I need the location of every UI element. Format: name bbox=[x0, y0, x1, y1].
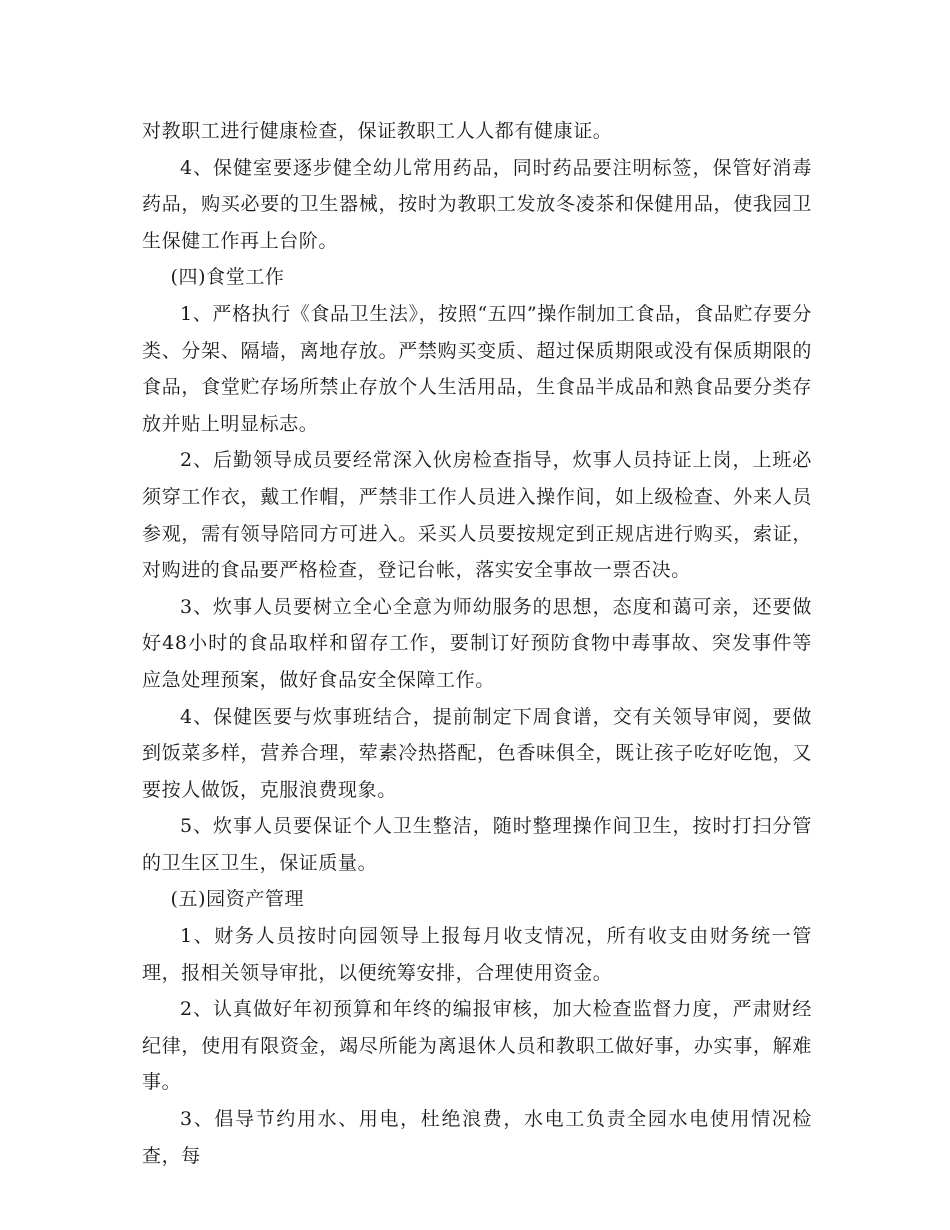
paragraph-canteen-item-4: 4、保健医要与炊事班结合，提前制定下周食谱，交有关领导审阅，要做到饭菜多样，营养合理，荤素冷热搭配，色香味俱全，既让孩子吃好吃饱，又要按人做饭，克服浪费现象。 bbox=[142, 705, 812, 801]
paragraph-canteen-item-2: 2、后勤领导成员要经常深入伙房检查指导，炊事人员持证上岗，上班必须穿工作衣，戴工作帽，严禁非工作人员进入操作间，如上级检查、外来人员参观，需有领导陪同方可进入。采买人员要按规定到正规店进行购买，索证，对购进的食品要严格检查，登记台帐，落实安全事故一票否决。 bbox=[142, 449, 812, 582]
paragraph-assets-item-3: 3、倡导节约用水、用电，杜绝浪费，水电工负责全园水电使用情况检查，每 bbox=[142, 1108, 812, 1167]
section-heading-assets: (五)园资产管理 bbox=[170, 888, 305, 911]
paragraph-canteen-item-5: 5、炊事人员要保证个人卫生整洁，随时整理操作间卫生，按时打扫分管的卫生区卫生，保证质量。 bbox=[142, 815, 812, 874]
paragraph-continuation: 对教职工进行健康检查，保证教职工人人都有健康证。 bbox=[142, 120, 613, 142]
paragraph-canteen-item-3: 3、炊事人员要树立全心全意为师幼服务的思想，态度和蔼可亲，还要做好48小时的食品取样和留存工作，要制订好预防食物中毒事故、突发事件等应急处理预案，做好食品安全保障工作。 bbox=[142, 595, 812, 691]
paragraph-canteen-item-1: 1、严格执行《食品卫生法》，按照“五四”操作制加工食品，食品贮存要分类、分架、隔墙，离地存放。严禁购买变质、超过保质期限或没有保质期限的食品，食堂贮存场所禁止存放个人生活用品，生食品半成品和熟食品要分类存放并贴上明显标志。 bbox=[142, 302, 812, 435]
paragraph-assets-item-1: 1、财务人员按时向园领导上报每月收支情况，所有收支由财务统一管理，报相关领导审批，以便统筹安排，合理使用资金。 bbox=[142, 925, 812, 984]
paragraph-assets-item-2: 2、认真做好年初预算和年终的编报审核，加大检查监督力度，严肃财经纪律，使用有限资金，竭尽所能为离退休人员和教职工做好事，办实事，解难事。 bbox=[142, 998, 812, 1094]
document-body bbox=[142, 113, 812, 1174]
section-heading-canteen: (四)食堂工作 bbox=[170, 266, 285, 289]
paragraph-item-4-health-room: 4、保健室要逐步健全幼儿常用药品，同时药品要注明标签，保管好消毒药品，购买必要的卫生器械，按时为教职工发放冬凌茶和保健用品，使我园卫生保健工作再上台阶。 bbox=[142, 156, 812, 252]
